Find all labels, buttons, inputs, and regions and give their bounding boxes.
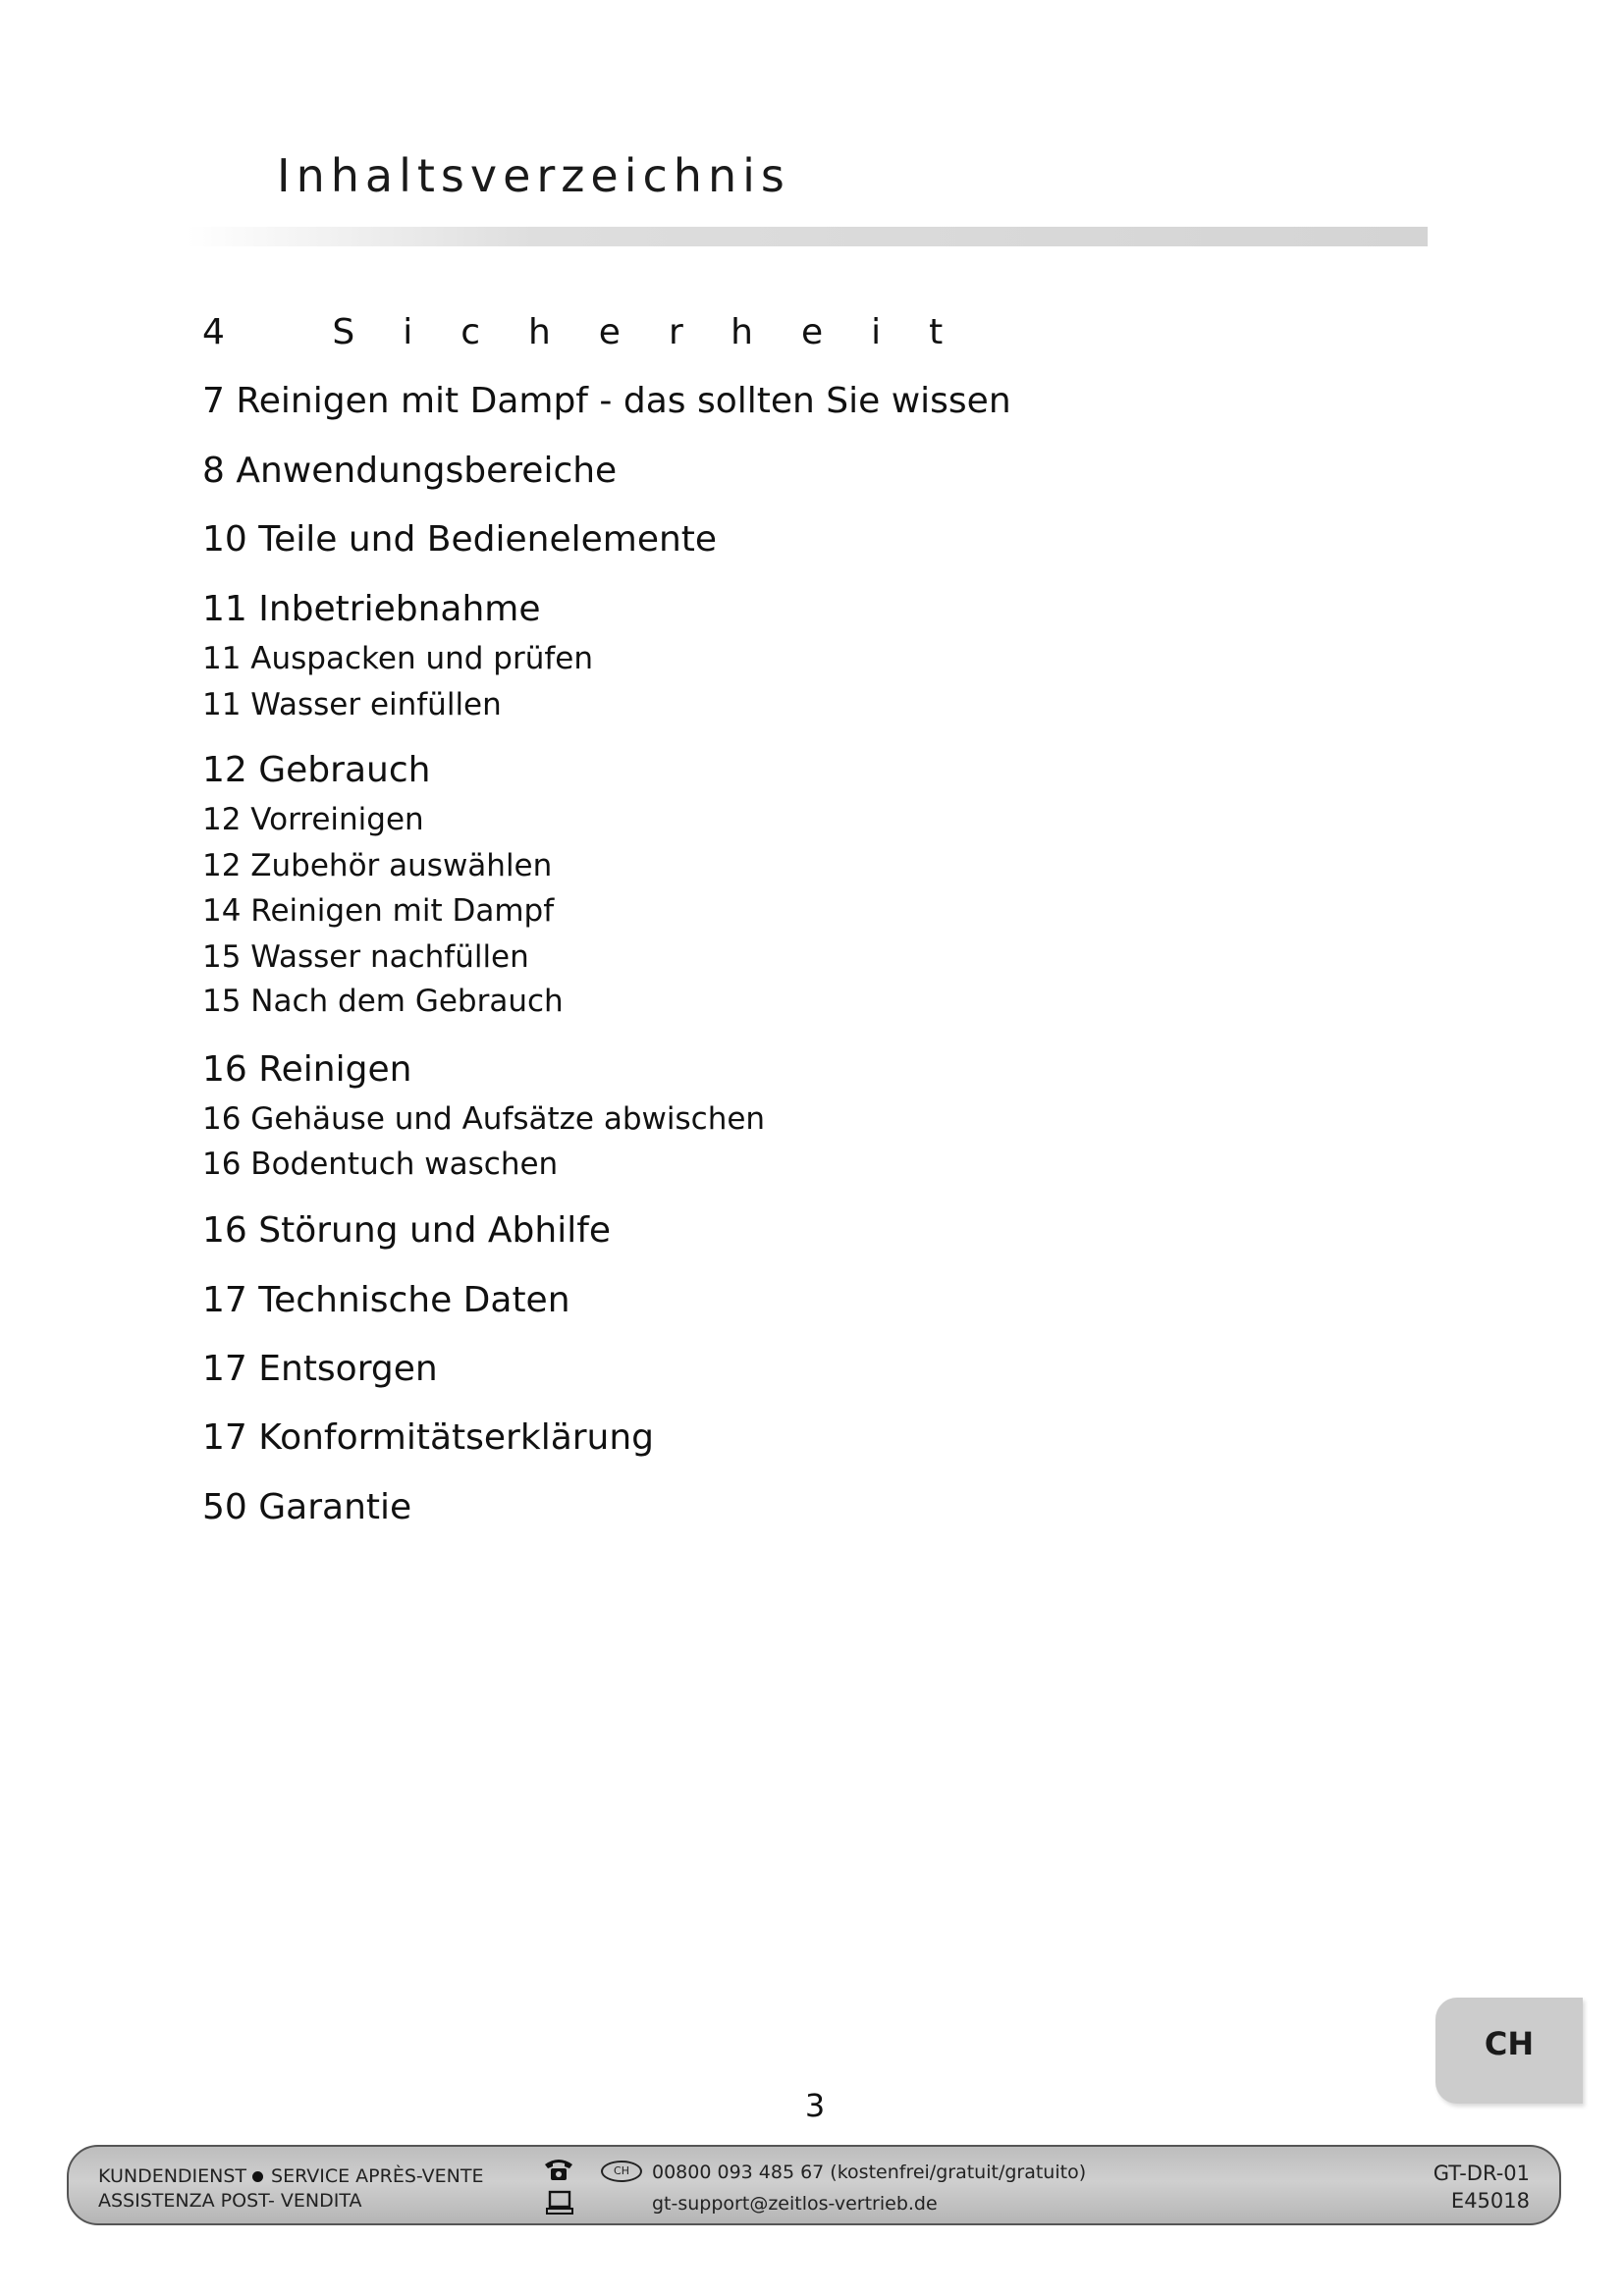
toc-subentry[interactable]: 15 Wasser nachfüllen bbox=[202, 939, 529, 975]
model-code: GT-DR-01 bbox=[1433, 2162, 1530, 2185]
bullet-icon bbox=[252, 2171, 263, 2182]
toc-entry[interactable]: 12 Gebrauch bbox=[202, 750, 431, 790]
toc-subentry[interactable]: 16 Gehäuse und Aufsätze abwischen bbox=[202, 1101, 766, 1137]
service-label-line1 bbox=[98, 2165, 483, 2187]
toc-subentry[interactable]: 12 Vorreinigen bbox=[202, 802, 424, 837]
page-title: Inhaltsverzeichnis bbox=[277, 149, 790, 202]
service-label-fr: SERVICE APRÈS-VENTE bbox=[271, 2165, 484, 2187]
toc-subentry[interactable]: 11 Wasser einfüllen bbox=[202, 687, 502, 722]
service-footer bbox=[67, 2145, 1561, 2225]
title-underline-bar bbox=[187, 227, 1428, 246]
language-tab-label: CH bbox=[1484, 2025, 1535, 2062]
service-label-de: KUNDENDIENST bbox=[98, 2165, 247, 2187]
toc-entry[interactable]: 17 Entsorgen bbox=[202, 1349, 438, 1389]
toc-entry[interactable]: 50 Garantie bbox=[202, 1487, 412, 1527]
toc-entry[interactable]: 16 Reinigen bbox=[202, 1049, 412, 1090]
hotline-number[interactable]: 00800 093 485 67 (kostenfrei/gratuit/gratuito) bbox=[652, 2162, 1087, 2183]
support-email[interactable]: gt-support@zeitlos-vertrieb.de bbox=[652, 2193, 938, 2215]
article-number: E45018 bbox=[1450, 2189, 1530, 2213]
toc-subentry[interactable]: 12 Zubehör auswählen bbox=[202, 848, 553, 883]
toc-entry[interactable]: 17 Technische Daten bbox=[202, 1280, 570, 1320]
toc-subentry[interactable]: 15 Nach dem Gebrauch bbox=[202, 984, 564, 1019]
toc-entry[interactable]: 4 Sicherheit bbox=[202, 312, 992, 352]
service-label-it: ASSISTENZA POST- VENDITA bbox=[98, 2190, 362, 2212]
country-badge: CH bbox=[601, 2161, 642, 2182]
toc-entry[interactable]: 16 Störung und Abhilfe bbox=[202, 1210, 612, 1251]
phone-icon bbox=[542, 2157, 575, 2182]
toc-subentry[interactable]: 16 Bodentuch waschen bbox=[202, 1147, 559, 1182]
toc-subentry[interactable]: 11 Auspacken und prüfen bbox=[202, 641, 593, 676]
toc-entry[interactable]: 8 Anwendungsbereiche bbox=[202, 451, 618, 491]
toc-entry[interactable]: 17 Konformitätserklärung bbox=[202, 1417, 655, 1458]
toc-entry[interactable]: 11 Inbetriebnahme bbox=[202, 589, 541, 629]
toc-entry[interactable]: 10 Teile und Bedienelemente bbox=[202, 519, 718, 560]
toc-subentry[interactable]: 14 Reinigen mit Dampf bbox=[202, 893, 555, 929]
page-number: 3 bbox=[804, 2087, 826, 2124]
language-tab bbox=[1435, 1998, 1583, 2104]
laptop-icon bbox=[546, 2190, 573, 2216]
toc-entry[interactable]: 7 Reinigen mit Dampf - das sollten Sie wissen bbox=[202, 381, 1011, 421]
